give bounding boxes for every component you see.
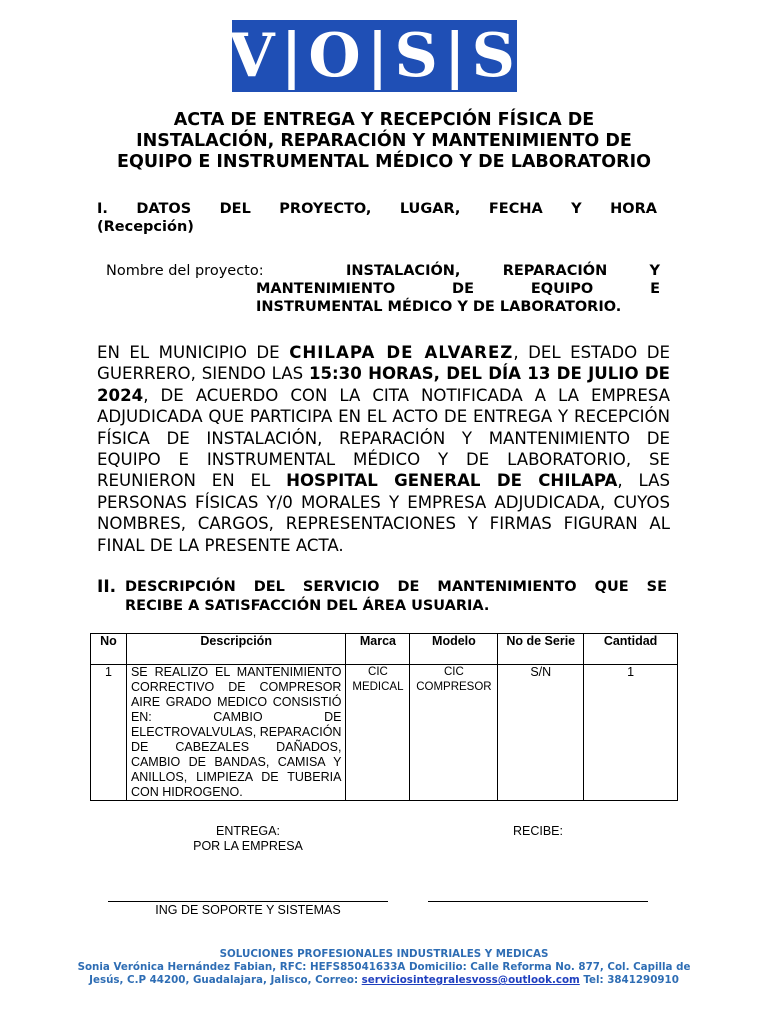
paragraph-text-2: , DEL ESTADO DE GUERRERO, SIENDO LAS <box>97 343 670 384</box>
section-1-heading <box>97 200 657 236</box>
cell-modelo: CIC COMPRESOR <box>410 665 498 801</box>
entrega-company: POR LA EMPRESA <box>193 839 303 853</box>
cell-cantidad: 1 <box>584 665 678 801</box>
company-logo <box>228 20 521 92</box>
cell-descripcion: SE REALIZO EL MANTENIMIENTO CORRECTIVO DE COMPRESOR AIRE GRADO MEDICO CONSISTIÓ EN: CAMBIO DE ELECTROVALVULAS, REPARACIÓN DE CABEZALES DAÑADOS, CAMBIO DE BANDAS, CAMISA Y ANILLOS, LIMPIEZA DE TUBERIA CON HIDROGENO. <box>126 665 346 801</box>
section-2-heading <box>125 578 667 616</box>
title-line-1: ACTA DE ENTREGA Y RECEPCIÓN FÍSICA DE <box>173 110 595 130</box>
title-line-3: EQUIPO E INSTRUMENTAL MÉDICO Y DE LABORATORIO <box>117 152 651 172</box>
cell-marca: CIC MEDICAL <box>346 665 410 801</box>
hospital-name: HOSPITAL GENERAL DE CHILAPA <box>286 471 618 491</box>
equipment-table <box>90 633 678 801</box>
recibe-signature-line <box>428 901 648 902</box>
paragraph-text-3: , DE ACUERDO CON LA CITA NOTIFICADA A LA EMPRESA ADJUDICADA QUE PARTICIPA EN EL ACTO DE ENTREGA Y RECEPCIÓN FÍSICA DE INSTALACIÓN, REPARACIÓN Y MANTENIMIENTO DE EQUIPO E INSTRUMENTAL MÉDICO Y DE LABORATORIO, SE REUNIERON EN EL <box>97 385 670 491</box>
header-cantidad: Cantidad <box>584 634 678 665</box>
municipio-name: CHILAPA DE ALVAREZ <box>289 343 514 362</box>
entrega-label: ENTREGA: <box>216 824 280 838</box>
header-serie: No de Serie <box>498 634 584 665</box>
footer-company: SOLUCIONES PROFESIONALES INDUSTRIALES Y MEDICAS <box>219 948 549 960</box>
cell-no: 1 <box>91 665 127 801</box>
section-1-line-1: I. DATOS DEL PROYECTO, LUGAR, FECHA Y HORA <box>97 201 657 217</box>
section-1-line-2: (Recepción) <box>97 219 194 235</box>
page-footer <box>40 948 728 987</box>
footer-phone: Tel: 3841290910 <box>579 974 679 986</box>
footer-contact-prefix: Jesús, C.P 44200, Guadalajara, Jalisco, Correo: <box>89 974 362 986</box>
logo-text: V|O|S|S <box>228 21 521 91</box>
header-descripcion: Descripción <box>126 634 346 665</box>
project-name-line-3: INSTRUMENTAL MÉDICO Y DE LABORATORIO. <box>256 299 622 315</box>
footer-address-line: Sonia Verónica Hernández Fabian, RFC: HEFS85041633A Domicilio: Calle Reforma No. 877, Col. Capilla de <box>77 961 691 973</box>
acta-paragraph <box>97 342 670 556</box>
entrega-role: ING DE SOPORTE Y SISTEMAS <box>155 903 341 917</box>
footer-contact-line <box>40 974 728 987</box>
header-marca: Marca <box>346 634 410 665</box>
section-2-line-1: DESCRIPCIÓN DEL SERVICIO DE MANTENIMIENTO QUE SE <box>125 579 667 595</box>
project-name-label: Nombre del proyecto: <box>106 263 264 279</box>
fecha-hora: 15:30 HORAS, DEL DÍA 13 DE JULIO DE 2024 <box>97 364 670 405</box>
footer-email-link[interactable]: serviciosintegralesvoss@outlook.com <box>361 974 580 986</box>
paragraph-text-4: , LAS PERSONAS FÍSICAS Y/0 MORALES Y EMPRESA ADJUDICADA, CUYOS NOMBRES, CARGOS, REPRESENTACIONES Y FIRMAS FIGURAN AL FINAL DE LA PRESENTE ACTA. <box>97 471 670 555</box>
project-name-line-2: MANTENIMIENTO DE EQUIPO E <box>256 281 660 297</box>
section-2-line-2: RECIBE A SATISFACCIÓN DEL ÁREA USUARIA. <box>125 598 490 614</box>
entrega-signature-line <box>108 901 388 902</box>
paragraph-text-1: EN EL MUNICIPIO DE <box>97 343 290 362</box>
table-header-row <box>91 634 678 665</box>
section-2-number: II. <box>97 577 117 597</box>
table-row <box>91 665 678 801</box>
title-line-2: INSTALACIÓN, REPARACIÓN Y MANTENIMIENTO DE <box>136 131 632 151</box>
recibe-label: RECIBE: <box>512 824 563 838</box>
document-title <box>80 110 688 173</box>
cell-serie: S/N <box>498 665 584 801</box>
project-name-line-1: INSTALACIÓN, REPARACIÓN Y <box>346 263 660 279</box>
header-modelo: Modelo <box>410 634 498 665</box>
header-no: No <box>91 634 127 665</box>
